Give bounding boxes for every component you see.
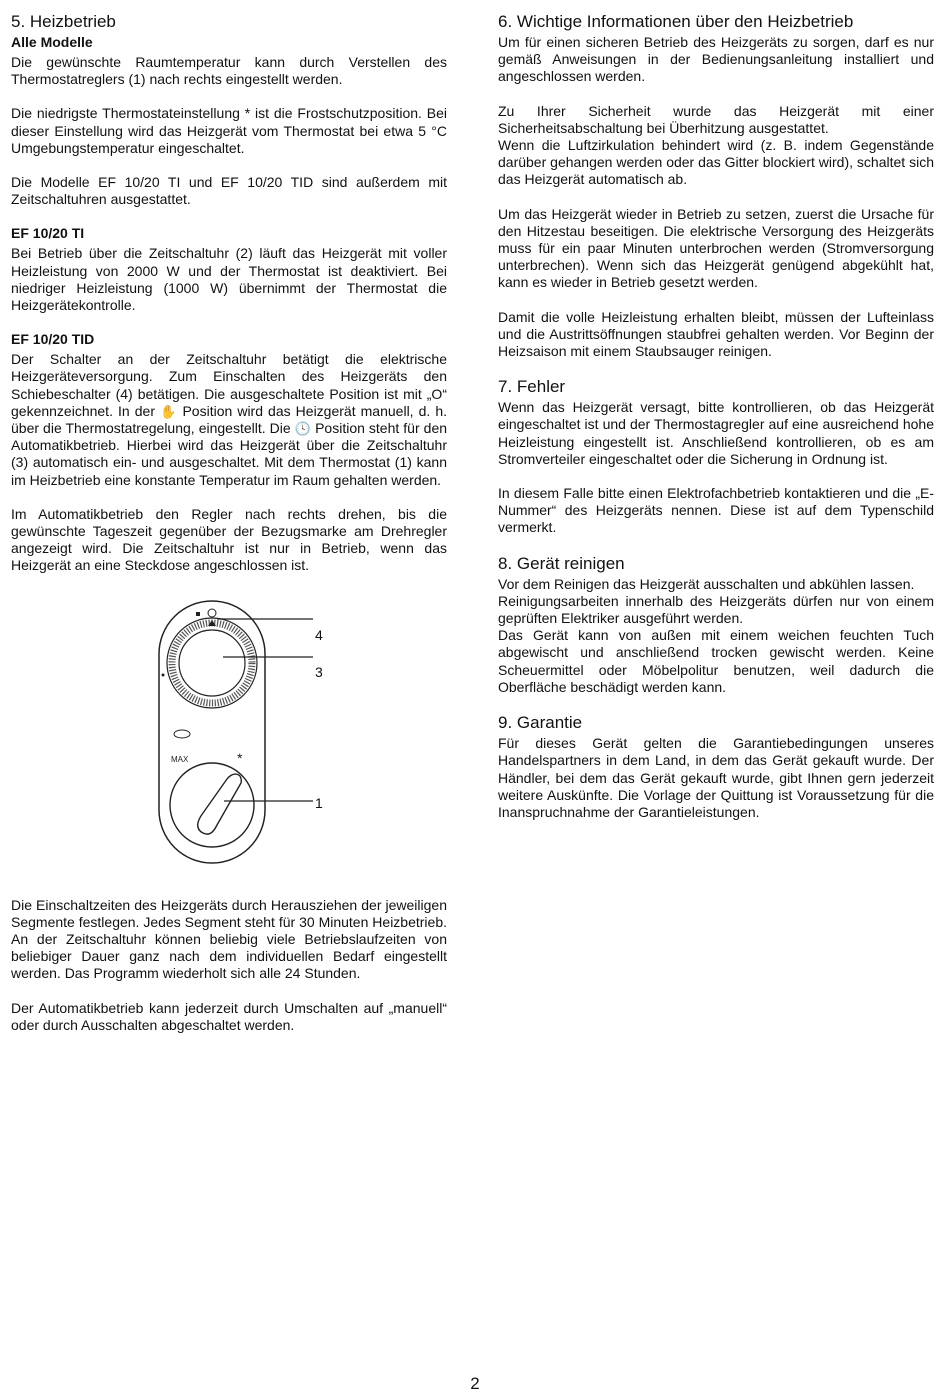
- paragraph-timer-models: Die Modelle EF 10/20 TI und EF 10/20 TID sind außerdem mit Zeitschaltuhren ausgestattet.: [11, 174, 447, 208]
- section-8-heading: 8. Gerät reinigen: [498, 553, 625, 573]
- paragraph-restart: Um das Heizgerät wieder in Betrieb zu setzen, zuerst die Ursache für den Hitzestau beseitigen. Die elektrische Versorgung des Heizgeräts muss für ein paar Minuten unterbrochen werden (Stromversorgung unterbrechen). Wenn sich das Heizgerät genügend abgekühlt hat, kann es wieder in Betrieb gesetzt werden.: [498, 205, 934, 291]
- tid-text-b: Position wird das Heizgerät manuell, d. h. über die Thermostatregelung, eingestellt. Die: [11, 402, 448, 437]
- frost-symbol: *: [237, 749, 243, 766]
- section-9-heading: 9. Garantie: [498, 713, 583, 733]
- callout-3: 3: [315, 663, 323, 680]
- paragraph-air-circulation: Wenn die Luftzirkulation behindert wird (z. B. indem Gegenstände darüber gehangen werden oder das Gitter blockiert wird), schaltet sich das Heizgerät automatisch ab.: [498, 137, 934, 188]
- section-6-heading: 6. Wichtige Informationen über den Heizbetrieb: [498, 12, 854, 31]
- tid-text-c: Position steht für den Automatikbetrieb. Hierbei wird das Heizgerät über die Zeitschaltuhr (3) automatisch ein- und ausgeschaltet. Mit dem Thermostat (1) kann im Heizbetrieb eine konstante Temperatur im Raum gehalten werden.: [11, 420, 448, 488]
- paragraph-switch-times: Die Einschaltzeiten des Heizgeräts durch Herausziehen der jeweiligen Segmente festlegen. Jedes Segment steht für 30 Minuten Heizbetrieb. An der Zeitschaltuhr können beliebig viele Betriebslaufzeiten von beliebiger Dauer ganz nach dem individuellen Bedarf eingestellt werden. Das Programm wiederholt sich alle 24 Stunden.: [11, 896, 447, 982]
- heater-control-drawing: [11, 593, 447, 873]
- indicator-lamp-icon: [174, 730, 190, 738]
- left-column: [11, 12, 447, 1051]
- callout-1: 1: [315, 794, 323, 811]
- all-models-heading: Alle Modelle: [11, 34, 93, 50]
- right-column: [498, 12, 934, 838]
- section-5-heading: 5. Heizbetrieb: [11, 12, 116, 31]
- clock-icon: 🕓: [294, 421, 312, 437]
- indicator-dot-icon: [162, 673, 165, 676]
- hand-icon: ✋: [160, 403, 178, 419]
- section-7-heading: 7. Fehler: [498, 377, 566, 397]
- paragraph-cleaning-1: Vor dem Reinigen das Heizgerät ausschalten und abkühlen lassen.: [498, 575, 915, 592]
- timer-dial-inner-icon: [179, 630, 245, 696]
- timer-thermostat-diagram: [11, 593, 447, 873]
- paragraph-disable-automatic: Der Automatikbetrieb kann jederzeit durch Umschalten auf „manuell“ oder durch Ausschalten abgeschaltet werden.: [11, 999, 447, 1033]
- paragraph-safe-operation: Um für einen sicheren Betrieb des Heizgeräts zu sorgen, darf es nur gemäß Anweisungen in der Bedienungsanleitung installiert und angeschlossen werden.: [498, 34, 934, 85]
- page-number: 2: [470, 1374, 480, 1393]
- paragraph-frost-protection: Die niedrigste Thermostateinstellung * ist die Frostschutzposition. Bei dieser Einstellung wird das Heizgerät vom Thermostat bei etwa 5 °C Umgebungstemperatur eingeschaltet.: [11, 105, 447, 156]
- paragraph-dust-free: Damit die volle Heizleistung erhalten bleibt, müssen der Lufteinlass und die Austrittsöffnungen staubfrei gehalten werden. Vor Beginn der Heizsaison mit einem Staubsauger reinigen.: [498, 308, 934, 360]
- paragraph-overheat-protection: Zu Ihrer Sicherheit wurde das Heizgerät mit einer Sicherheitsabschaltung bei Überhitzung ausgestattet.: [498, 102, 934, 136]
- paragraph-cleaning-2: Reinigungsarbeiten innerhalb des Heizgeräts dürfen nur von einem geprüften Elektriker ausgeführt werden.: [498, 592, 934, 627]
- paragraph-cleaning-3: Das Gerät kann von außen mit einem weichen feuchten Tuch abgewischt und anschließend trocken gewischt werden. Keine Scheuermittel oder Möbelpolitur benutzen, weil dadurch die Oberfläche beschädigt werden kann.: [498, 627, 934, 695]
- tid-text-a: Der Schalter an der Zeitschaltuhr betätigt die elektrische Heizgeräteversorgung. Zum Einschalten des Heizgeräts den Schiebeschalter (4) betätigen. Die ausgeschaltete Position ist mit „O“ gekennzeichnet. In der: [11, 351, 447, 419]
- callout-4: 4: [315, 626, 323, 643]
- hand-symbol-icon: [196, 612, 200, 616]
- paragraph-contact-electrician: In diesem Falle bitte einen Elektrofachbetrieb kontaktieren und die „E-Nummer“ des Heizgeräts nennen. Diese ist auf dem Typenschild vermerkt.: [498, 485, 934, 536]
- paragraph-warranty: Für dieses Gerät gelten die Garantiebedingungen unseres Handelspartners in dem Land, in dem das Gerät gekauft wurde. Der Händler, bei dem das Gerät gekauft wurde, gibt Ihnen gern jederzeit weitere Auskünfte. Die Vorlage der Quittung ist Voraussetzung für die Inanspruchnahme der Garantieleistungen.: [498, 735, 934, 820]
- paragraph-ti-operation: Bei Betrieb über die Zeitschaltuhr (2) läuft das Heizgerät mit voller Heizleistung von 2000 W und der Thermostat ist deaktiviert. Bei niedriger Heizleistung (1000 W) übernimmt der Thermostat die Heizgerätekontrolle.: [11, 245, 447, 314]
- paragraph-tid-operation: [11, 351, 447, 489]
- ti-heading: EF 10/20 TI: [11, 225, 85, 242]
- paragraph-thermostat-adjust: Die gewünschte Raumtemperatur kann durch Verstellen des Thermostatreglers (1) nach rechts eingestellt werden.: [11, 54, 447, 88]
- paragraph-failure-check: Wenn das Heizgerät versagt, bitte kontrollieren, ob das Heizgerät eingeschaltet ist und der Thermostagregler auf eine ausreichend hohe Heizleistung eingestellt ist. Anschließend kontrollieren, ob es am Stromverteiler eingeschaltet oder die Sicherung in Ordnung ist.: [498, 399, 934, 467]
- tid-heading: EF 10/20 TID: [11, 331, 95, 348]
- max-label: MAX: [171, 754, 189, 764]
- paragraph-automatic-mode: Im Automatikbetrieb den Regler nach rechts drehen, bis die gewünschte Tageszeit gegenüber der Bezugsmarke am Drehregler angezeigt wird. Die Zeitschaltuhr ist nur in Betrieb, wenn das Heizgerät an eine Steckdose angeschlossen ist.: [11, 505, 447, 574]
